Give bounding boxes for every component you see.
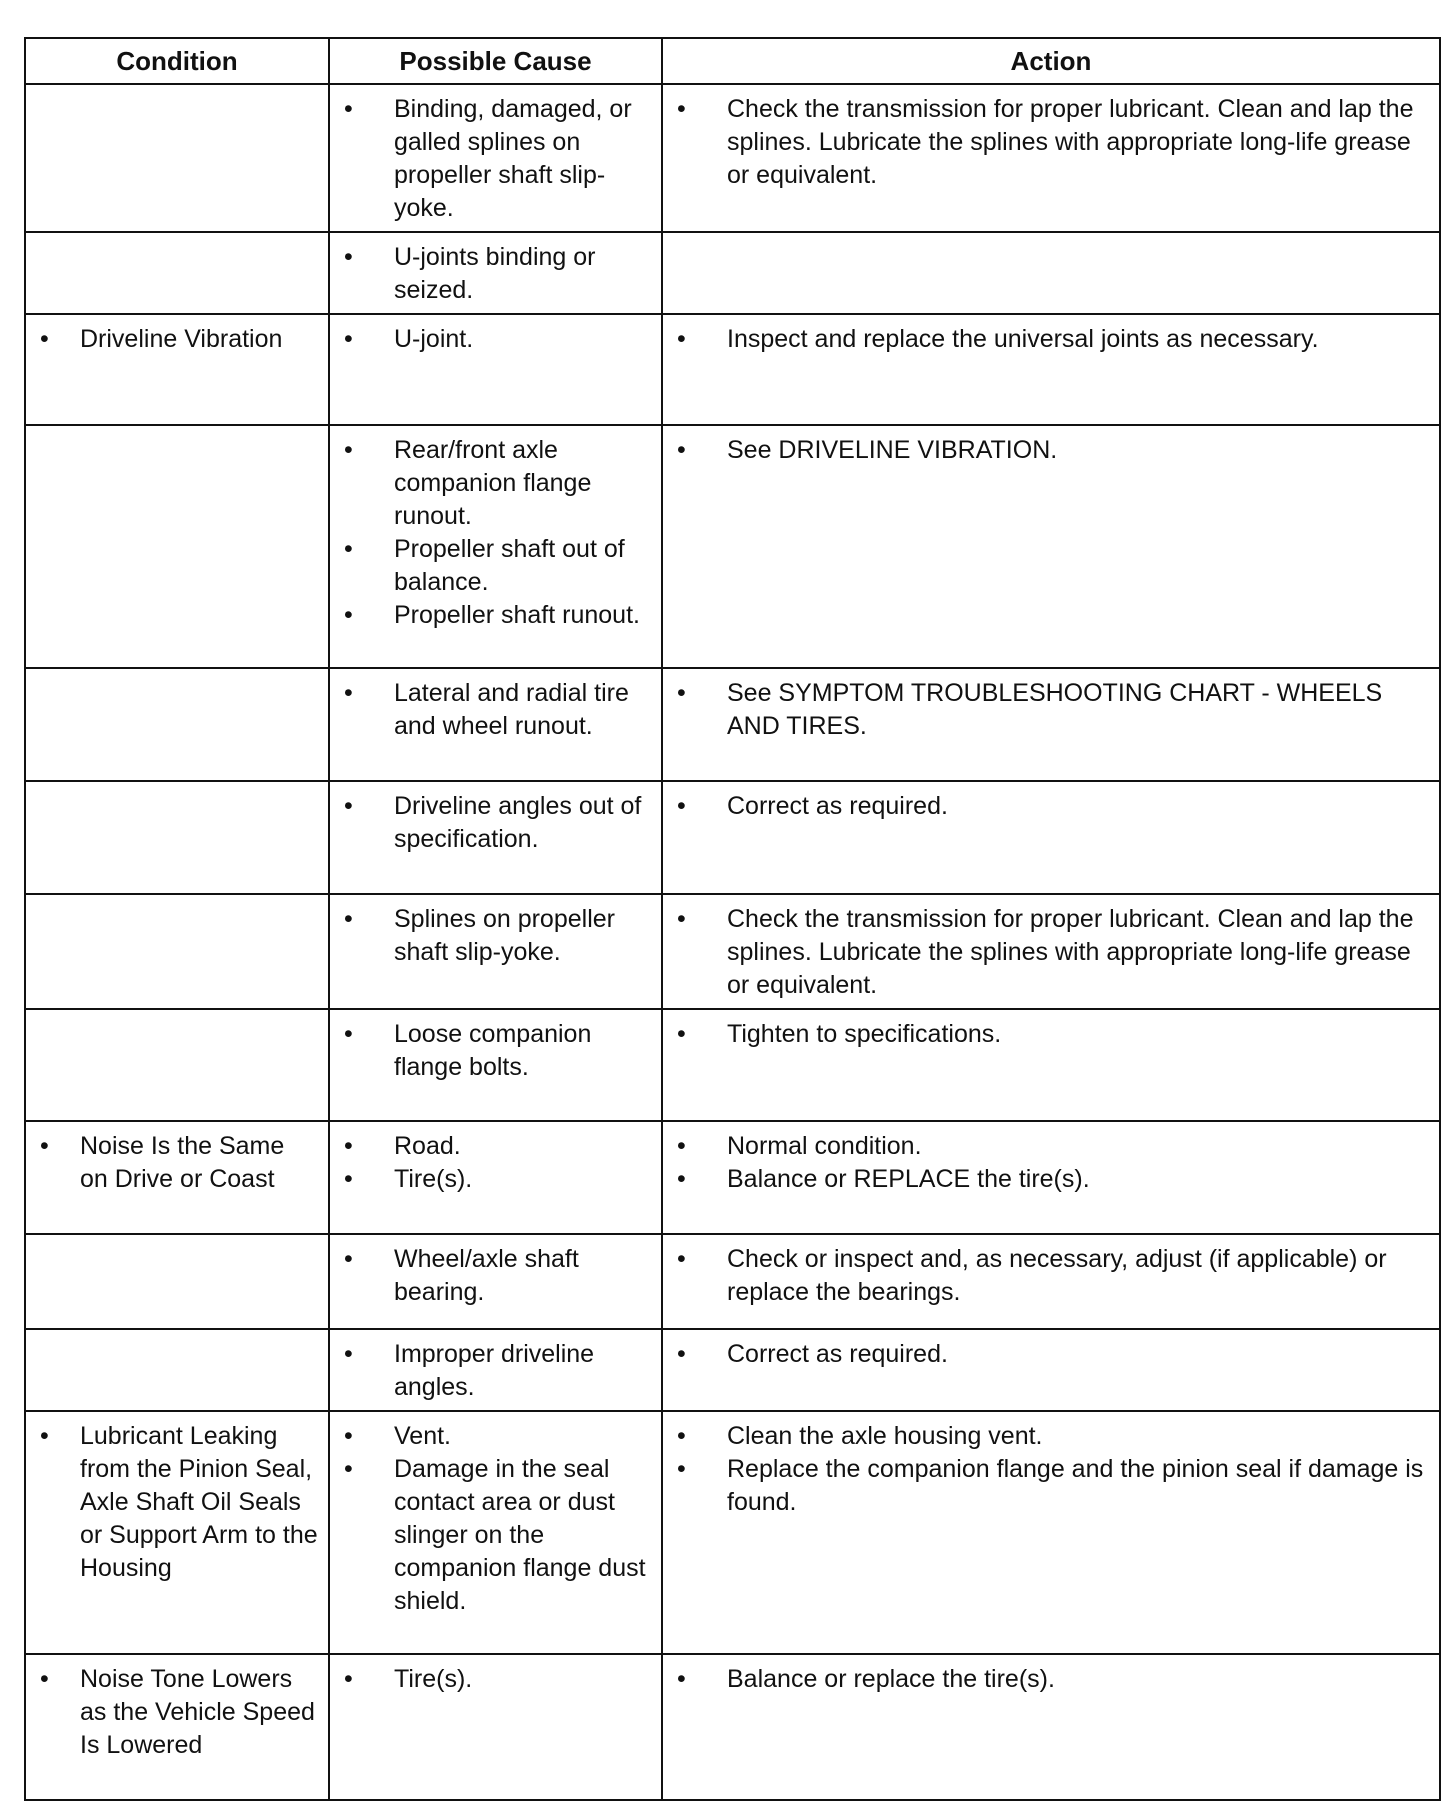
cause-list (342, 1663, 651, 1696)
table-row (25, 1654, 1440, 1800)
list-item (675, 1453, 1429, 1519)
cause-text: Tire(s). (394, 1665, 473, 1693)
cause-text: Tire(s). (394, 1165, 473, 1193)
bullet-icon: • (344, 679, 353, 707)
action-text: Clean the axle housing vent. (727, 1422, 1043, 1450)
table-row (25, 1234, 1440, 1329)
action-text: Tighten to specifications. (727, 1020, 1002, 1048)
cause-cell (329, 425, 662, 668)
condition-cell (25, 1234, 329, 1329)
cause-list (342, 1420, 651, 1618)
list-item (675, 1663, 1429, 1696)
action-text: Inspect and replace the universal joints as necessary. (727, 325, 1319, 353)
header-action: Action (662, 38, 1440, 84)
condition-list (38, 323, 318, 356)
condition-text: Lubricant Leaking from the Pinion Seal, Axle Shaft Oil Seals or Support Arm to the Housing (80, 1422, 318, 1582)
list-item (675, 1130, 1429, 1163)
list-item (675, 1420, 1429, 1453)
action-list (675, 790, 1429, 823)
list-item (342, 1163, 651, 1196)
condition-list (38, 1130, 318, 1196)
bullet-icon: • (677, 1340, 686, 1368)
condition-cell (25, 781, 329, 894)
table-row (25, 84, 1440, 232)
cause-cell (329, 1654, 662, 1800)
action-text: Check the transmission for proper lubricant. Clean and lap the splines. Lubricate the splines with appropriate long-life grease or equivalent. (727, 905, 1414, 999)
action-text: Balance or REPLACE the tire(s). (727, 1165, 1090, 1193)
list-item (38, 1130, 318, 1196)
action-list (675, 434, 1429, 467)
cause-cell (329, 1329, 662, 1411)
cause-list (342, 1018, 651, 1084)
bullet-icon: • (344, 325, 353, 353)
cause-list (342, 434, 651, 632)
list-item (675, 903, 1429, 1002)
cause-text: U-joint. (394, 325, 474, 353)
cause-cell (329, 781, 662, 894)
table-row (25, 894, 1440, 1009)
header-possible-cause: Possible Cause (329, 38, 662, 84)
list-item (675, 790, 1429, 823)
cause-cell (329, 1009, 662, 1121)
cause-text: Propeller shaft runout. (394, 601, 640, 629)
list-item (675, 1338, 1429, 1371)
bullet-icon: • (677, 1020, 686, 1048)
action-list (675, 1130, 1429, 1196)
cause-list (342, 1243, 651, 1309)
action-list (675, 1338, 1429, 1371)
table-body (25, 84, 1440, 1800)
list-item (38, 1663, 318, 1762)
bullet-icon: • (677, 325, 686, 353)
condition-cell (25, 425, 329, 668)
bullet-icon: • (677, 95, 686, 123)
bullet-icon: • (344, 1665, 353, 1693)
condition-cell (25, 894, 329, 1009)
condition-cell (25, 232, 329, 314)
cause-text: Wheel/axle shaft bearing. (394, 1245, 579, 1306)
bullet-icon: • (344, 1455, 353, 1483)
list-item (675, 677, 1429, 743)
list-item (342, 1018, 651, 1084)
cause-cell (329, 1121, 662, 1234)
action-cell (662, 1411, 1440, 1654)
cause-list (342, 1338, 651, 1404)
bullet-icon: • (677, 679, 686, 707)
list-item (38, 323, 318, 356)
action-text: Check or inspect and, as necessary, adjust (if applicable) or replace the bearings. (727, 1245, 1387, 1306)
troubleshooting-table (24, 37, 1441, 1801)
bullet-icon: • (344, 1245, 353, 1273)
bullet-icon: • (677, 1422, 686, 1450)
cause-text: Propeller shaft out of balance. (394, 535, 625, 596)
bullet-icon: • (677, 1665, 686, 1693)
cause-list (342, 677, 651, 743)
bullet-icon: • (344, 792, 353, 820)
bullet-icon: • (40, 1422, 49, 1450)
condition-cell (25, 1009, 329, 1121)
action-text: Check the transmission for proper lubricant. Clean and lap the splines. Lubricate the splines with appropriate long-life grease or equivalent. (727, 95, 1414, 189)
cause-text: Lateral and radial tire and wheel runout. (394, 679, 629, 740)
cause-text: Rear/front axle companion flange runout. (394, 436, 592, 530)
list-item (342, 790, 651, 856)
condition-text: Noise Tone Lowers as the Vehicle Speed Is Lowered (80, 1665, 315, 1759)
bullet-icon: • (40, 1132, 49, 1160)
condition-cell (25, 1654, 329, 1800)
cause-text: Damage in the seal contact area or dust slinger on the companion flange dust shield. (394, 1455, 646, 1615)
action-list (675, 93, 1429, 192)
cause-cell (329, 894, 662, 1009)
action-cell (662, 1234, 1440, 1329)
list-item (675, 323, 1429, 356)
cause-cell (329, 232, 662, 314)
action-cell (662, 1654, 1440, 1800)
table-row (25, 1329, 1440, 1411)
cause-list (342, 1130, 651, 1196)
cause-list (342, 323, 651, 356)
action-list (675, 903, 1429, 1002)
condition-cell (25, 668, 329, 781)
bullet-icon: • (677, 792, 686, 820)
bullet-icon: • (344, 436, 353, 464)
list-item (342, 93, 651, 225)
bullet-icon: • (677, 436, 686, 464)
list-item (342, 323, 651, 356)
bullet-icon: • (677, 905, 686, 933)
cause-cell (329, 1234, 662, 1329)
list-item (342, 599, 651, 632)
action-text: Correct as required. (727, 792, 948, 820)
cause-list (342, 790, 651, 856)
bullet-icon: • (344, 1340, 353, 1368)
action-text: Correct as required. (727, 1340, 948, 1368)
table-row (25, 781, 1440, 894)
condition-cell (25, 314, 329, 425)
condition-list (38, 1420, 318, 1585)
action-list (675, 323, 1429, 356)
table-row (25, 425, 1440, 668)
list-item (675, 434, 1429, 467)
cause-text: Improper driveline angles. (394, 1340, 595, 1401)
bullet-icon: • (344, 95, 353, 123)
bullet-icon: • (344, 905, 353, 933)
bullet-icon: • (344, 1020, 353, 1048)
action-text: See SYMPTOM TROUBLESHOOTING CHART - WHEELS AND TIRES. (727, 679, 1383, 740)
cause-cell (329, 1411, 662, 1654)
action-list (675, 677, 1429, 743)
table-row (25, 232, 1440, 314)
action-cell (662, 84, 1440, 232)
action-cell (662, 314, 1440, 425)
list-item (38, 1420, 318, 1585)
list-item (342, 1420, 651, 1453)
action-cell (662, 894, 1440, 1009)
action-cell (662, 232, 1440, 314)
action-cell (662, 1329, 1440, 1411)
table-row (25, 314, 1440, 425)
condition-cell (25, 84, 329, 232)
condition-list (38, 1663, 318, 1762)
bullet-icon: • (40, 325, 49, 353)
condition-cell (25, 1411, 329, 1654)
table-row (25, 668, 1440, 781)
bullet-icon: • (344, 601, 353, 629)
bullet-icon: • (40, 1665, 49, 1693)
action-cell (662, 1009, 1440, 1121)
condition-cell (25, 1121, 329, 1234)
list-item (342, 1243, 651, 1309)
action-text: Replace the companion flange and the pinion seal if damage is found. (727, 1455, 1424, 1516)
bullet-icon: • (344, 1165, 353, 1193)
cause-text: U-joints binding or seized. (394, 243, 596, 304)
condition-text: Noise Is the Same on Drive or Coast (80, 1132, 285, 1193)
bullet-icon: • (677, 1132, 686, 1160)
bullet-icon: • (344, 243, 353, 271)
table-row (25, 1121, 1440, 1234)
cause-cell (329, 668, 662, 781)
table-row (25, 1009, 1440, 1121)
action-list (675, 1243, 1429, 1309)
list-item (342, 677, 651, 743)
list-item (675, 93, 1429, 192)
bullet-icon: • (677, 1245, 686, 1273)
header-row (25, 38, 1440, 84)
condition-cell (25, 1329, 329, 1411)
cause-text: Loose companion flange bolts. (394, 1020, 592, 1081)
list-item (342, 533, 651, 599)
bullet-icon: • (344, 1132, 353, 1160)
action-list (675, 1018, 1429, 1051)
cause-cell (329, 84, 662, 232)
list-item (342, 434, 651, 533)
list-item (342, 1453, 651, 1618)
list-item (342, 1130, 651, 1163)
action-list (675, 1663, 1429, 1696)
bullet-icon: • (344, 1422, 353, 1450)
list-item (342, 241, 651, 307)
table-row (25, 1411, 1440, 1654)
action-list (675, 1420, 1429, 1519)
cause-list (342, 241, 651, 307)
cause-text: Road. (394, 1132, 461, 1160)
header-condition: Condition (25, 38, 329, 84)
list-item (342, 1338, 651, 1404)
action-text: Normal condition. (727, 1132, 922, 1160)
list-item (675, 1018, 1429, 1051)
action-cell (662, 1121, 1440, 1234)
action-text: See DRIVELINE VIBRATION. (727, 436, 1058, 464)
bullet-icon: • (677, 1165, 686, 1193)
cause-list (342, 903, 651, 969)
bullet-icon: • (677, 1455, 686, 1483)
action-cell (662, 781, 1440, 894)
list-item (675, 1163, 1429, 1196)
cause-text: Driveline angles out of specification. (394, 792, 642, 853)
condition-text: Driveline Vibration (80, 325, 283, 353)
cause-list (342, 93, 651, 225)
action-cell (662, 425, 1440, 668)
list-item (342, 903, 651, 969)
list-item (675, 1243, 1429, 1309)
action-cell (662, 668, 1440, 781)
list-item (342, 1663, 651, 1696)
cause-text: Vent. (394, 1422, 451, 1450)
cause-text: Splines on propeller shaft slip-yoke. (394, 905, 615, 966)
cause-cell (329, 314, 662, 425)
cause-text: Binding, damaged, or galled splines on propeller shaft slip-yoke. (394, 95, 632, 222)
action-text: Balance or replace the tire(s). (727, 1665, 1055, 1693)
bullet-icon: • (344, 535, 353, 563)
